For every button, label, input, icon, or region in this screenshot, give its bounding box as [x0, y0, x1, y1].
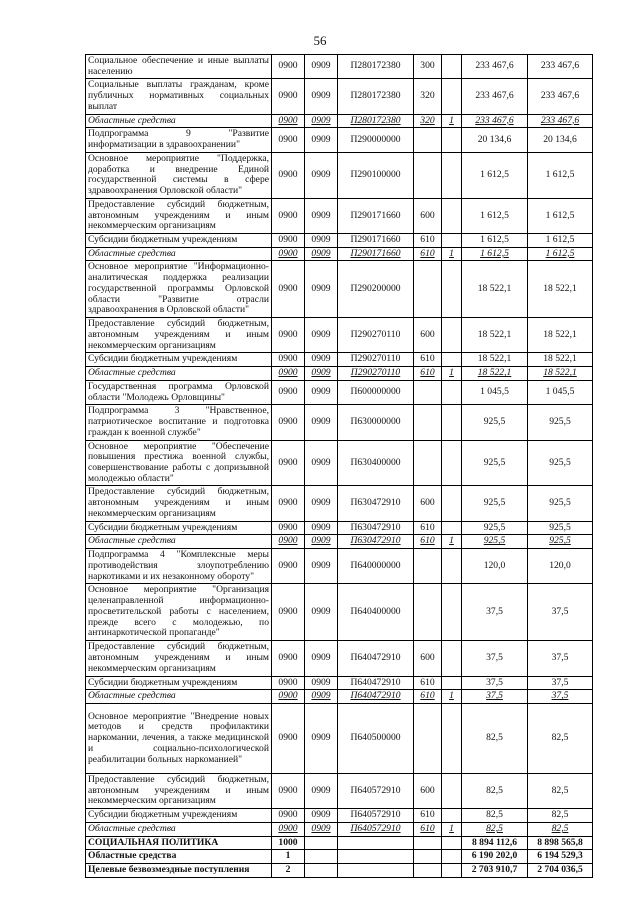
row-code-c2: 0909 [305, 641, 338, 676]
row-name: Подпрограмма 9 "Развитие информатизации в здравоохранении" [86, 128, 272, 152]
row-amount-v2: 120,0 [528, 549, 593, 584]
row-code-c2: 0909 [305, 676, 338, 690]
row-code-c3: П640000000 [338, 549, 414, 584]
row-code-c2: 0909 [305, 318, 338, 353]
row-code-c1: 0900 [272, 549, 305, 584]
row-amount-v2: 1 612,5 [528, 152, 593, 198]
row-amount-v1: 1 612,5 [462, 247, 528, 261]
row-code-c4 [414, 836, 442, 850]
row-amount-v2: 82,5 [528, 809, 593, 823]
row-code-c4: 610 [414, 822, 442, 836]
row-code-c5: 1 [442, 114, 462, 128]
row-name: Областные средства [86, 367, 272, 381]
row-amount-v2: 925,5 [528, 535, 593, 549]
row-amount-v1: 6 190 202,0 [462, 850, 528, 864]
row-code-c5 [442, 549, 462, 584]
row-code-c5 [442, 405, 462, 440]
row-amount-v2: 1 045,5 [528, 380, 593, 404]
row-code-c2: 0909 [305, 55, 338, 79]
row-code-c2: 0909 [305, 690, 338, 704]
row-amount-v1: 925,5 [462, 535, 528, 549]
row-code-c4: 300 [414, 55, 442, 79]
row-code-c2: 0909 [305, 549, 338, 584]
row-name: Основное мероприятие "Внедрение новых методов и средств профилактики наркомании, лечения, а также медицинской и социально-психологической реабилитации больных наркоманией" [86, 703, 272, 773]
row-amount-v1: 82,5 [462, 822, 528, 836]
table-row [86, 114, 593, 128]
row-code-c3: П640472910 [338, 676, 414, 690]
row-code-c1: 0900 [272, 703, 305, 773]
row-name: Областные средства [86, 535, 272, 549]
row-code-c5: 1 [442, 822, 462, 836]
row-amount-v1: 925,5 [462, 486, 528, 521]
row-amount-v2: 2 704 036,5 [528, 864, 593, 878]
row-code-c3: П630472910 [338, 486, 414, 521]
row-code-c2: 0909 [305, 405, 338, 440]
row-name: Основное мероприятие "Информационно-аналитическая поддержка реализации государственной программы Орловской области "Развитие отрасли здравоохранения в Орловской области" [86, 261, 272, 318]
row-name: Областные средства [86, 690, 272, 704]
row-amount-v1: 925,5 [462, 521, 528, 535]
row-code-c1: 0900 [272, 584, 305, 641]
row-code-c1: 0900 [272, 486, 305, 521]
row-code-c3: П290270110 [338, 318, 414, 353]
row-amount-v2: 233 467,6 [528, 55, 593, 79]
row-code-c1: 0900 [272, 234, 305, 248]
row-amount-v2: 18 522,1 [528, 353, 593, 367]
row-code-c3: П640572910 [338, 822, 414, 836]
row-amount-v2: 18 522,1 [528, 261, 593, 318]
row-code-c2: 0909 [305, 114, 338, 128]
page-number: 56 [313, 33, 327, 48]
row-code-c4: 600 [414, 318, 442, 353]
row-code-c4: 610 [414, 234, 442, 248]
row-code-c2: 0909 [305, 79, 338, 114]
row-code-c1: 0900 [272, 152, 305, 198]
row-name: Предоставление субсидий бюджетным, автономным учреждениям и иным некоммерческим организациям [86, 773, 272, 808]
row-name: Подпрограмма 3 "Нравственное, патриотическое воспитание и подготовка граждан к военной службе" [86, 405, 272, 440]
row-amount-v2: 82,5 [528, 822, 593, 836]
row-code-c5: 1 [442, 367, 462, 381]
table-row [86, 55, 593, 79]
row-code-c3: П290171660 [338, 198, 414, 233]
table-row [86, 405, 593, 440]
row-code-c1: 0900 [272, 440, 305, 486]
row-code-c5 [442, 261, 462, 318]
row-amount-v1: 1 612,5 [462, 234, 528, 248]
row-name: Предоставление субсидий бюджетным, автономным учреждениям и иным некоммерческим организациям [86, 486, 272, 521]
row-code-c5 [442, 55, 462, 79]
row-code-c4 [414, 549, 442, 584]
row-amount-v2: 925,5 [528, 521, 593, 535]
row-code-c4: 600 [414, 773, 442, 808]
row-code-c3 [338, 850, 414, 864]
row-code-c5 [442, 79, 462, 114]
row-code-c1: 1 [272, 850, 305, 864]
row-code-c4: 600 [414, 198, 442, 233]
table-row [86, 641, 593, 676]
row-amount-v2: 8 898 565,8 [528, 836, 593, 850]
row-amount-v1: 233 467,6 [462, 79, 528, 114]
row-code-c3: П280172380 [338, 114, 414, 128]
row-code-c2: 0909 [305, 247, 338, 261]
row-amount-v1: 1 612,5 [462, 152, 528, 198]
row-code-c5 [442, 318, 462, 353]
row-code-c4 [414, 128, 442, 152]
row-code-c5 [442, 809, 462, 823]
row-code-c2: 0909 [305, 440, 338, 486]
row-code-c4 [414, 380, 442, 404]
row-code-c1: 0900 [272, 405, 305, 440]
row-amount-v1: 120,0 [462, 549, 528, 584]
row-name: Субсидии бюджетным учреждениям [86, 353, 272, 367]
row-code-c4: 320 [414, 114, 442, 128]
row-code-c3: П630400000 [338, 440, 414, 486]
row-code-c3: П640572910 [338, 809, 414, 823]
row-amount-v2: 6 194 529,3 [528, 850, 593, 864]
row-code-c5 [442, 486, 462, 521]
table-row [86, 690, 593, 704]
row-amount-v2: 82,5 [528, 703, 593, 773]
row-code-c4: 610 [414, 535, 442, 549]
row-code-c1: 0900 [272, 353, 305, 367]
row-amount-v2: 925,5 [528, 440, 593, 486]
row-name: Предоставление субсидий бюджетным, автономным учреждениям и иным некоммерческим организациям [86, 641, 272, 676]
row-code-c5: 1 [442, 690, 462, 704]
row-amount-v1: 8 894 112,6 [462, 836, 528, 850]
row-code-c1: 0900 [272, 128, 305, 152]
row-name: Субсидии бюджетным учреждениям [86, 234, 272, 248]
row-code-c2: 0909 [305, 584, 338, 641]
row-code-c3: П630000000 [338, 405, 414, 440]
table-row [86, 128, 593, 152]
row-code-c3: П280172380 [338, 79, 414, 114]
row-code-c3: П290000000 [338, 128, 414, 152]
row-code-c3: П290100000 [338, 152, 414, 198]
table-row [86, 318, 593, 353]
row-name: Областные средства [86, 850, 272, 864]
row-amount-v1: 37,5 [462, 584, 528, 641]
row-code-c1: 0900 [272, 318, 305, 353]
row-code-c1: 0900 [272, 79, 305, 114]
row-amount-v1: 2 703 910,7 [462, 864, 528, 878]
row-code-c5 [442, 234, 462, 248]
row-code-c2: 0909 [305, 152, 338, 198]
row-name: СОЦИАЛЬНАЯ ПОЛИТИКА [86, 836, 272, 850]
row-amount-v2: 1 612,5 [528, 198, 593, 233]
row-code-c1: 0900 [272, 773, 305, 808]
row-amount-v1: 18 522,1 [462, 318, 528, 353]
row-amount-v2: 925,5 [528, 486, 593, 521]
table-row [86, 549, 593, 584]
row-code-c2: 0909 [305, 486, 338, 521]
row-name: Государственная программа Орловской области "Молодежь Орловщины" [86, 380, 272, 404]
row-code-c3: П290270110 [338, 353, 414, 367]
row-amount-v1: 37,5 [462, 676, 528, 690]
row-amount-v1: 82,5 [462, 809, 528, 823]
row-code-c1: 0900 [272, 247, 305, 261]
row-code-c5 [442, 864, 462, 878]
row-code-c3: П640472910 [338, 690, 414, 704]
table-row [86, 773, 593, 808]
row-code-c2 [305, 836, 338, 850]
row-amount-v1: 18 522,1 [462, 261, 528, 318]
table-row [86, 353, 593, 367]
table-row [86, 440, 593, 486]
row-name: Основное мероприятие "Обеспечение повышения престижа военной службы, совершенствование работы с допризывной молодежью области" [86, 440, 272, 486]
table-row [86, 676, 593, 690]
row-code-c1: 2 [272, 864, 305, 878]
row-code-c3: П640500000 [338, 703, 414, 773]
row-code-c5 [442, 773, 462, 808]
table-row [86, 198, 593, 233]
row-amount-v1: 925,5 [462, 440, 528, 486]
row-code-c4: 600 [414, 641, 442, 676]
row-amount-v1: 82,5 [462, 703, 528, 773]
row-code-c2 [305, 850, 338, 864]
row-code-c5 [442, 641, 462, 676]
row-code-c2: 0909 [305, 773, 338, 808]
row-code-c4: 610 [414, 247, 442, 261]
row-amount-v1: 18 522,1 [462, 367, 528, 381]
row-amount-v1: 37,5 [462, 641, 528, 676]
row-code-c5 [442, 198, 462, 233]
row-code-c1: 0900 [272, 367, 305, 381]
row-code-c2: 0909 [305, 128, 338, 152]
row-code-c3: П290200000 [338, 261, 414, 318]
row-code-c5 [442, 850, 462, 864]
row-code-c5 [442, 353, 462, 367]
table-row [86, 247, 593, 261]
row-code-c1: 0900 [272, 676, 305, 690]
row-code-c3: П640400000 [338, 584, 414, 641]
row-code-c4 [414, 440, 442, 486]
row-code-c2 [305, 864, 338, 878]
row-code-c2: 0909 [305, 261, 338, 318]
row-code-c3: П290270110 [338, 367, 414, 381]
row-amount-v2: 1 612,5 [528, 234, 593, 248]
row-code-c1: 0900 [272, 261, 305, 318]
row-code-c1: 0900 [272, 380, 305, 404]
row-code-c5 [442, 380, 462, 404]
row-name: Субсидии бюджетным учреждениям [86, 521, 272, 535]
row-name: Основное мероприятие "Поддержка, доработка и внедрение Единой государственной системы в сфере здравоохранения Орловской области" [86, 152, 272, 198]
row-code-c1: 0900 [272, 55, 305, 79]
row-code-c3: П630472910 [338, 535, 414, 549]
table-row [86, 703, 593, 773]
row-code-c4: 600 [414, 486, 442, 521]
table-row [86, 234, 593, 248]
table-row [86, 380, 593, 404]
row-amount-v2: 37,5 [528, 641, 593, 676]
row-code-c2: 0909 [305, 822, 338, 836]
row-code-c2: 0909 [305, 380, 338, 404]
row-amount-v1: 20 134,6 [462, 128, 528, 152]
row-name: Предоставление субсидий бюджетным, автономным учреждениям и иным некоммерческим организациям [86, 198, 272, 233]
row-code-c4 [414, 405, 442, 440]
table-row [86, 584, 593, 641]
table-row [86, 521, 593, 535]
row-code-c4: 610 [414, 676, 442, 690]
row-code-c1: 0900 [272, 521, 305, 535]
row-code-c4 [414, 864, 442, 878]
row-code-c2: 0909 [305, 521, 338, 535]
table-row [86, 261, 593, 318]
row-code-c4: 610 [414, 353, 442, 367]
row-code-c2: 0909 [305, 198, 338, 233]
row-name: Субсидии бюджетным учреждениям [86, 809, 272, 823]
table-row [86, 836, 593, 850]
table-row [86, 809, 593, 823]
row-code-c5 [442, 440, 462, 486]
row-code-c5 [442, 676, 462, 690]
row-code-c3: П630472910 [338, 521, 414, 535]
row-name: Предоставление субсидий бюджетным, автономным учреждениям и иным некоммерческим организациям [86, 318, 272, 353]
row-code-c4: 610 [414, 367, 442, 381]
row-code-c4: 610 [414, 809, 442, 823]
row-code-c3: П290171660 [338, 234, 414, 248]
row-code-c1: 0900 [272, 198, 305, 233]
table-row [86, 822, 593, 836]
budget-table [85, 54, 593, 878]
table-row [86, 850, 593, 864]
row-code-c5: 1 [442, 535, 462, 549]
row-code-c5 [442, 152, 462, 198]
row-amount-v2: 82,5 [528, 773, 593, 808]
row-code-c2: 0909 [305, 809, 338, 823]
row-code-c1: 0900 [272, 535, 305, 549]
row-code-c3: П640572910 [338, 773, 414, 808]
row-code-c1: 0900 [272, 114, 305, 128]
row-amount-v1: 1 612,5 [462, 198, 528, 233]
row-name: Социальные выплаты гражданам, кроме публичных нормативных социальных выплат [86, 79, 272, 114]
table-row [86, 152, 593, 198]
row-amount-v2: 18 522,1 [528, 367, 593, 381]
row-code-c2: 0909 [305, 234, 338, 248]
row-name: Основное мероприятие "Организация целенаправленной информационно-просветительской работы с населением, прежде всего с молодежью, по антинаркотической пропаганде" [86, 584, 272, 641]
row-code-c4 [414, 850, 442, 864]
row-code-c1: 1000 [272, 836, 305, 850]
row-name: Подпрограмма 4 "Комплексные меры противодействия злоупотреблению наркотиками и их незаконному обороту" [86, 549, 272, 584]
row-code-c1: 0900 [272, 822, 305, 836]
row-code-c4 [414, 703, 442, 773]
row-amount-v1: 233 467,6 [462, 114, 528, 128]
row-amount-v2: 18 522,1 [528, 318, 593, 353]
row-amount-v2: 37,5 [528, 690, 593, 704]
row-amount-v2: 233 467,6 [528, 79, 593, 114]
row-name: Социальное обеспечение и иные выплаты населению [86, 55, 272, 79]
row-code-c5 [442, 836, 462, 850]
table-row [86, 535, 593, 549]
row-code-c4 [414, 152, 442, 198]
row-amount-v1: 1 045,5 [462, 380, 528, 404]
table-row [86, 864, 593, 878]
row-amount-v1: 82,5 [462, 773, 528, 808]
row-code-c3 [338, 864, 414, 878]
row-amount-v2: 37,5 [528, 676, 593, 690]
row-amount-v2: 1 612,5 [528, 247, 593, 261]
row-amount-v2: 37,5 [528, 584, 593, 641]
row-code-c1: 0900 [272, 809, 305, 823]
row-amount-v1: 37,5 [462, 690, 528, 704]
row-code-c5: 1 [442, 247, 462, 261]
row-code-c4: 610 [414, 521, 442, 535]
row-code-c3: П280172380 [338, 55, 414, 79]
row-name: Целевые безвозмездные поступления [86, 864, 272, 878]
row-code-c3: П640472910 [338, 641, 414, 676]
row-code-c5 [442, 703, 462, 773]
row-code-c2: 0909 [305, 703, 338, 773]
row-code-c4: 320 [414, 79, 442, 114]
row-code-c5 [442, 521, 462, 535]
row-code-c4: 610 [414, 690, 442, 704]
row-code-c3: П290171660 [338, 247, 414, 261]
row-amount-v2: 233 467,6 [528, 114, 593, 128]
row-name: Областные средства [86, 114, 272, 128]
row-code-c4 [414, 584, 442, 641]
row-name: Областные средства [86, 247, 272, 261]
row-amount-v1: 233 467,6 [462, 55, 528, 79]
row-code-c2: 0909 [305, 367, 338, 381]
row-name: Областные средства [86, 822, 272, 836]
row-amount-v2: 20 134,6 [528, 128, 593, 152]
row-code-c5 [442, 584, 462, 641]
row-code-c2: 0909 [305, 353, 338, 367]
row-code-c2: 0909 [305, 535, 338, 549]
row-code-c3 [338, 836, 414, 850]
table-row [86, 367, 593, 381]
row-name: Субсидии бюджетным учреждениям [86, 676, 272, 690]
row-code-c1: 0900 [272, 641, 305, 676]
row-amount-v1: 18 522,1 [462, 353, 528, 367]
row-code-c5 [442, 128, 462, 152]
row-code-c3: П600000000 [338, 380, 414, 404]
row-code-c1: 0900 [272, 690, 305, 704]
table-row [86, 79, 593, 114]
row-amount-v1: 925,5 [462, 405, 528, 440]
row-code-c4 [414, 261, 442, 318]
row-amount-v2: 925,5 [528, 405, 593, 440]
table-row [86, 486, 593, 521]
